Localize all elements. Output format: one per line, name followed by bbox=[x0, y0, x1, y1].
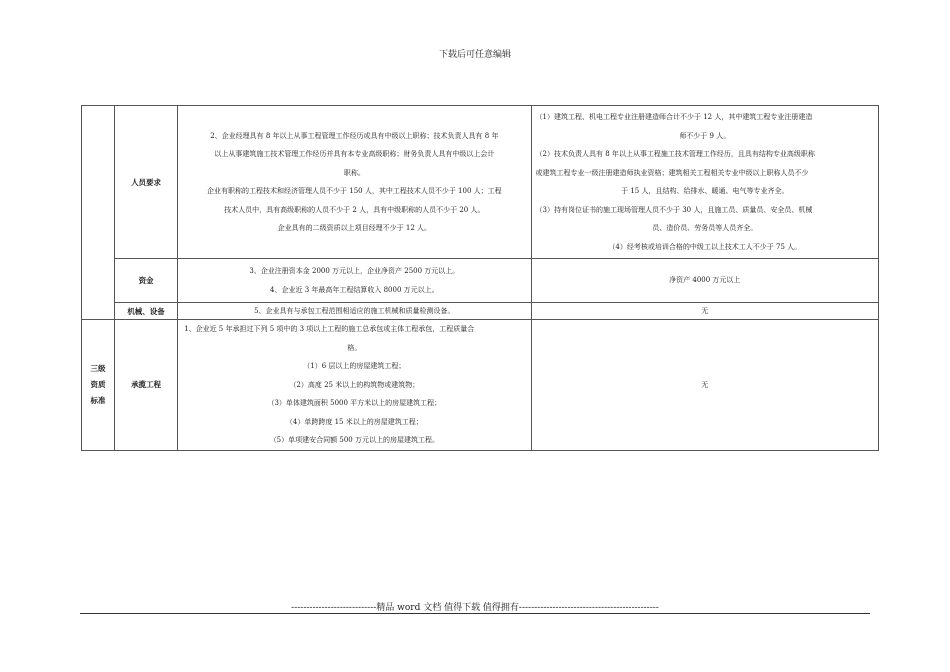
text-line: 企业有职称的工程技术和经济管理人员不少于 150 人，其中工程技术人员不少于 100 人；工程 bbox=[207, 187, 502, 195]
text-line: （3）单体建筑面积 5000 平方米以上的房屋建筑工程； bbox=[267, 399, 442, 407]
personnel-requirements-left bbox=[178, 106, 531, 259]
text-line: 5、企业具有与承包工程范围相适应的施工机械和质量检测设备。 bbox=[254, 306, 455, 315]
text-line: 格。 bbox=[347, 343, 362, 352]
table-row-capital bbox=[82, 259, 879, 303]
equipment-requirements-left bbox=[178, 303, 531, 320]
project-requirements-left bbox=[178, 320, 531, 451]
text-line: 无 bbox=[701, 306, 709, 315]
text-line: 或建筑工程专业一级注册建造师执业资格；建筑相关工程相关专业中级以上职称人员不少 bbox=[535, 168, 809, 177]
text-line: 师不少于 9 人。 bbox=[679, 131, 731, 140]
page-footer: ----------------------------精品 word 文档 值得下载 值得拥有---------------------------------------------- bbox=[291, 603, 659, 613]
text-line: （1）6 层以上的房屋建筑工程； bbox=[303, 362, 406, 370]
text-line: 1、企业近 5 年承担过下列 5 项中的 3 项以上工程的施工总承包或主体工程承包，工程质量合 bbox=[184, 325, 475, 333]
text-line: 2、企业经理具有 8 年以上从事工程管理工作经历或具有中级以上职称；技术负责人具有 8 年 bbox=[210, 131, 499, 140]
group-label-line: 标准 bbox=[90, 395, 106, 405]
footer-divider bbox=[80, 613, 870, 614]
row-label-equipment: 机械、设备 bbox=[115, 303, 178, 320]
text-line: 3、企业注册资本金 2000 万元以上，企业净资产 2500 万元以上。 bbox=[249, 267, 460, 275]
text-line: （5）单项建安合同额 500 万元以上的房屋建筑工程。 bbox=[269, 436, 439, 444]
project-requirements-right bbox=[531, 320, 878, 451]
text-line: （1）建筑工程、机电工程专业注册建造师合计不少于 12 人，其中建筑工程专业注册建造 bbox=[535, 113, 813, 121]
text-line: 员、造价员、劳务员等人员齐全。 bbox=[652, 224, 758, 232]
group-label-level3 bbox=[82, 320, 115, 451]
personnel-requirements-right bbox=[531, 106, 878, 259]
text-line: 技术人员中，具有高级职称的人员不少于 2 人，具有中级职称的人员不少于 20 人。 bbox=[224, 205, 485, 214]
group-cell-empty bbox=[82, 106, 115, 320]
text-line: （4）单跨跨度 15 米以上的房屋建筑工程； bbox=[285, 417, 423, 426]
text-line: 于 15 人，且结构、给排水、暖通、电气等专业齐全。 bbox=[621, 187, 789, 195]
capital-requirements-left bbox=[178, 259, 531, 303]
text-line: 4、企业近 3 年最高年工程结算收入 8000 万元以上。 bbox=[270, 285, 439, 294]
text-line: 企业具有的二级资质以上项目经理不少于 12 人。 bbox=[277, 224, 431, 232]
text-line: （3）持有岗位证书的施工现场管理人员不少于 30 人，且施工员、质量员、安全员、机械 bbox=[535, 205, 813, 214]
text-line: （2）技术负责人具有 8 年以上从事工程施工技术管理工作经历，且具有结构专业高级职称 bbox=[535, 150, 815, 158]
text-line: （4）经考核或培训合格的中级工以上技术工人不少于 75 人。 bbox=[608, 242, 802, 251]
qualification-table bbox=[81, 105, 879, 451]
table-row-personnel bbox=[82, 106, 879, 259]
text-line: 以上从事建筑施工技术管理工作经历并具有本专业高级职称；财务负责人具有中级以上会计 bbox=[214, 150, 495, 158]
row-label-capital: 资金 bbox=[115, 259, 178, 303]
text-line: （2）高度 25 米以上的构筑物或建筑物； bbox=[289, 380, 420, 389]
table-row-equipment bbox=[82, 303, 879, 320]
group-label-line: 三级 bbox=[90, 363, 106, 373]
page-header: 下载后可任意编辑 bbox=[438, 50, 511, 60]
capital-requirements-right bbox=[531, 259, 878, 303]
row-label-projects: 承揽工程 bbox=[115, 320, 178, 451]
table-row-projects bbox=[82, 320, 879, 451]
text-line: 无 bbox=[701, 380, 709, 389]
text-line: 职称。 bbox=[343, 168, 365, 177]
row-label-personnel: 人员要求 bbox=[115, 106, 178, 259]
text-line: 净资产 4000 万元以上 bbox=[669, 276, 741, 285]
equipment-requirements-right bbox=[531, 303, 878, 320]
group-label-line: 资质 bbox=[90, 379, 106, 389]
